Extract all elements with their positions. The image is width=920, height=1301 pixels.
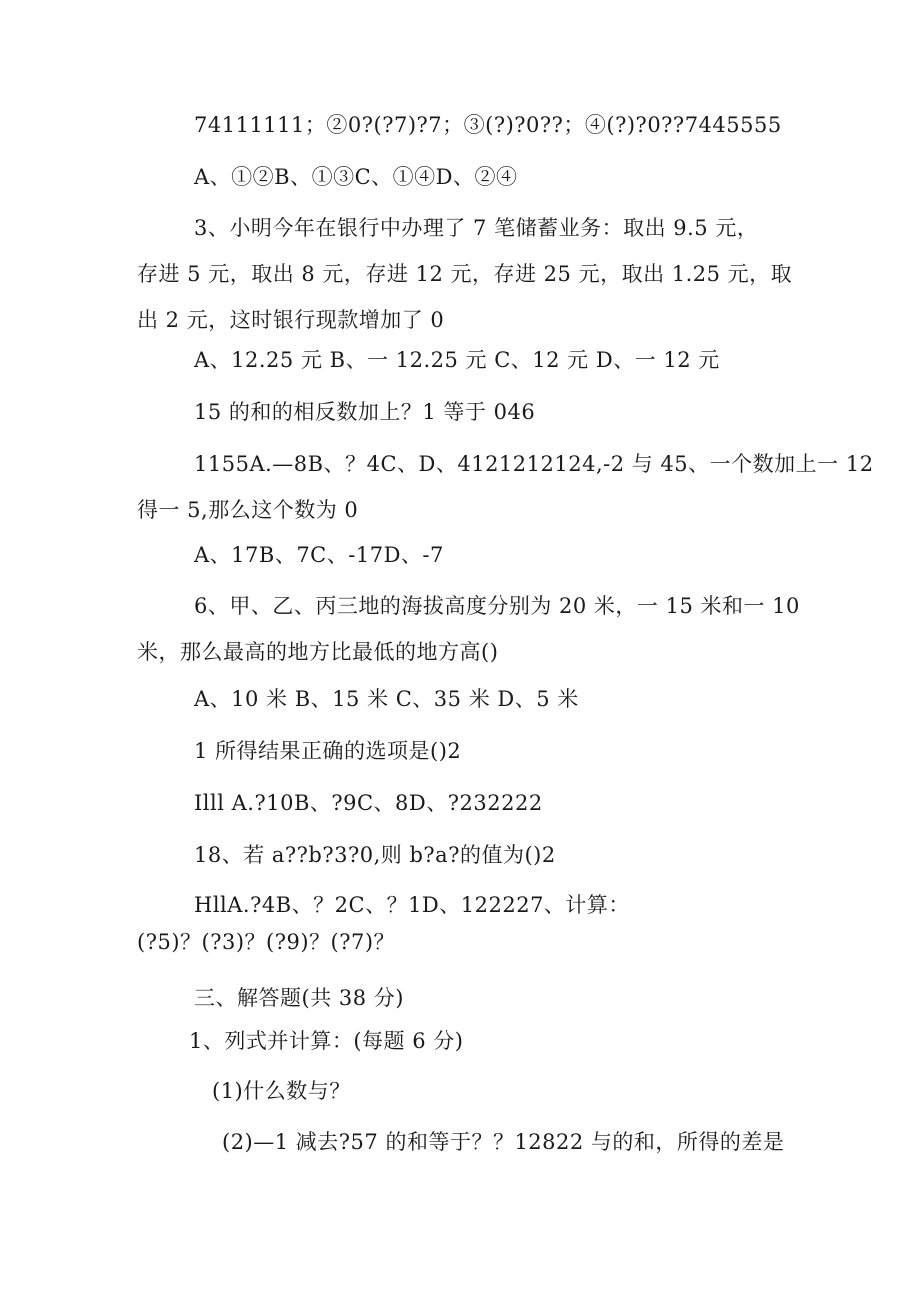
text-line: 18、若 a??b?3?0,则 b?a?的值为()2 [194, 843, 556, 867]
text-line: 15 的和的相反数加上？1 等于 046 [194, 400, 536, 424]
text-line: (1)什么数与？ [212, 1079, 351, 1103]
question-5-line-2: 得一 5,那么这个数为 0 [137, 498, 359, 522]
question-5-line-1: 1155A.—8B、？4C、D、4121212124,-2 与 45、一个数加上一 12 [194, 452, 874, 476]
section-heading: 三、解答题(共 38 分) [194, 986, 404, 1010]
answer-options: A、17B、7C、-17D、-7 [194, 543, 444, 567]
question-7-line-1: HllA.?4B、？2C、？1D、122227、计算： [194, 893, 630, 917]
question-7-line-2: (?5)？(?3)？(?9)？(?7)？ [137, 930, 396, 954]
text-line: 1 所得结果正确的选项是()2 [194, 739, 462, 763]
question-3-line-1: 3、小明今年在银行中办理了 7 笔储蓄业务：取出 9.5 元， [194, 216, 759, 240]
text-line: 1、列式并计算：(每题 6 分) [189, 1029, 464, 1053]
answer-options: A、①②B、①③C、①④D、②④ [194, 165, 518, 189]
question-5 [137, 441, 874, 533]
question-6-line-2: 米，那么最高的地方比最低的地方高() [137, 640, 499, 664]
answer-options: A、10 米 B、15 米 C、35 米 D、5 米 [194, 687, 579, 711]
question-3 [137, 205, 797, 343]
answer-options: A、12.25 元 B、一 12.25 元 C、12 元 D、一 12 元 [194, 348, 720, 372]
question-6 [137, 583, 800, 675]
text-line: 74111111；②0?(?7)?7；③(?)?0??；④(?)?0??7445555 [194, 113, 782, 137]
answer-options: Illl A.?10B、?9C、8D、?232222 [194, 791, 543, 815]
text-line: (2)—1 减去?57 的和等于？？12822 与的和，所得的差是 [222, 1130, 785, 1154]
question-3-line-3: 出 2 元，这时银行现款增加了 0 [137, 308, 445, 332]
question-3-line-2: 存进 5 元，取出 8 元，存进 12 元，存进 25 元，取出 1.25 元，取 [137, 262, 793, 286]
question-6-line-1: 6、甲、乙、丙三地的海拔高度分别为 20 米，一 15 米和一 10 [194, 594, 800, 618]
